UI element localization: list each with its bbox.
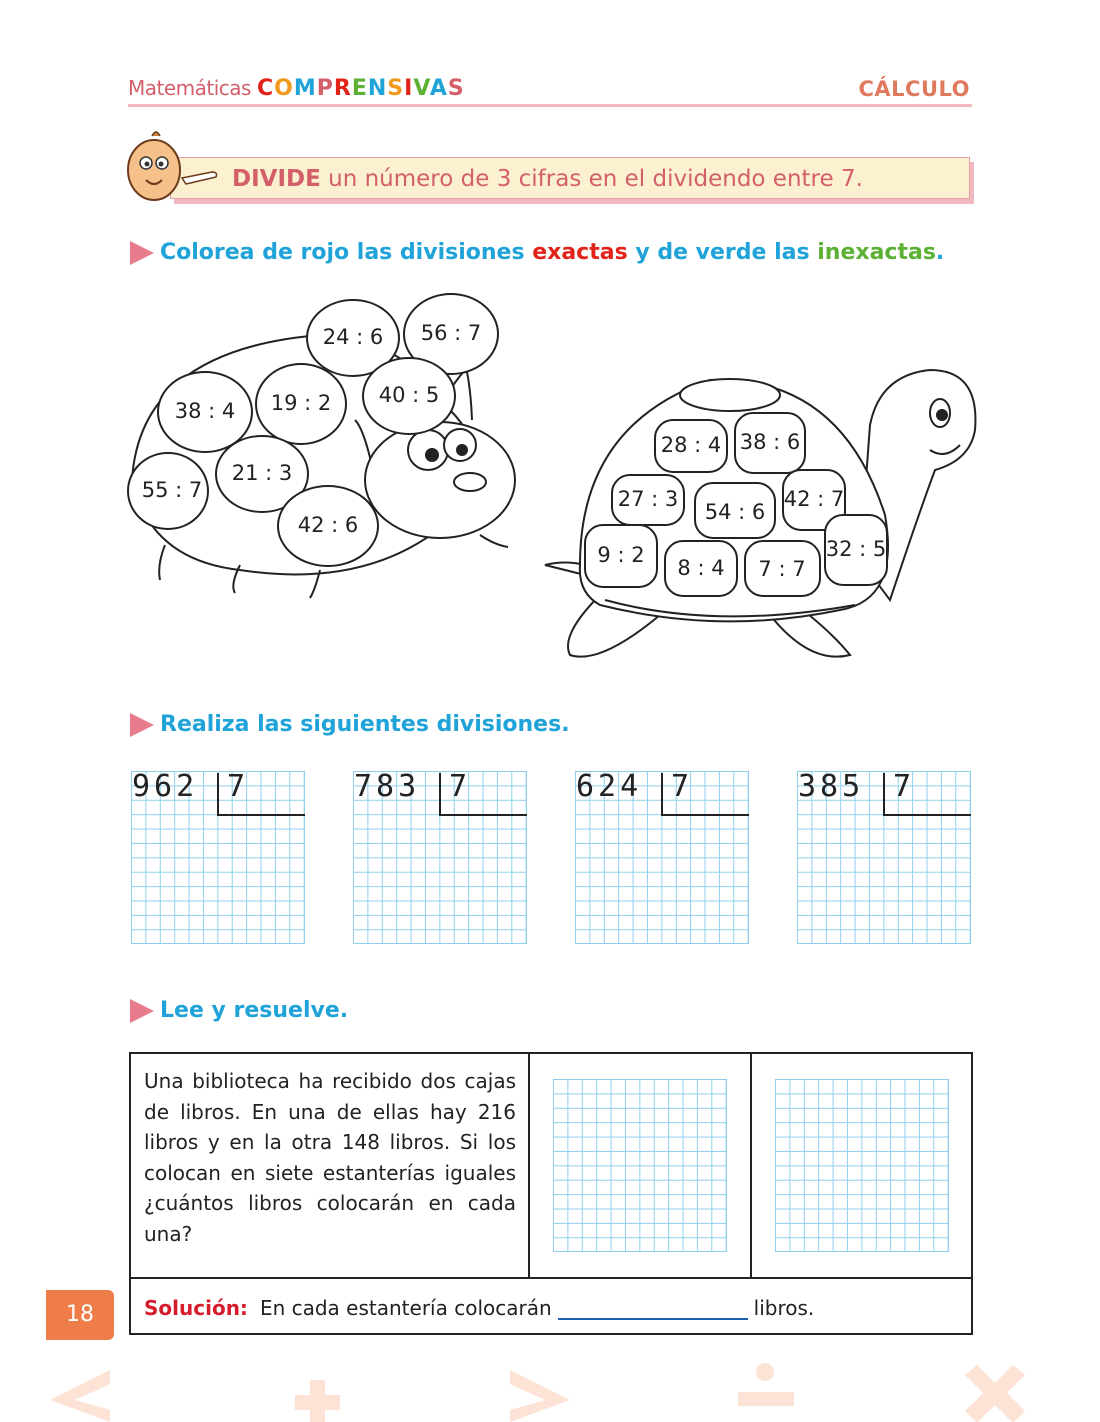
turtle-division: 7 : 7 xyxy=(758,557,806,581)
series-logo: COMPRENSIVAS xyxy=(256,76,465,101)
header-divider xyxy=(128,104,972,107)
divisor: 7 xyxy=(671,769,694,804)
dividend: 783 xyxy=(354,769,421,804)
turtle-illustration xyxy=(540,365,985,665)
section1-arrow-icon xyxy=(130,241,154,265)
ladybug-division: 42 : 6 xyxy=(297,513,359,537)
instruction-text xyxy=(232,166,863,192)
solution-label: Solución: xyxy=(144,1296,248,1320)
turtle-division: 54 : 6 xyxy=(704,500,766,524)
work-grid[interactable] xyxy=(553,1079,727,1252)
turtle-division: 8 : 4 xyxy=(677,556,725,580)
divide-icon xyxy=(738,1363,794,1406)
answer-blank[interactable] xyxy=(558,1300,748,1320)
section1-text-a: Colorea de rojo las divisiones xyxy=(160,240,533,265)
section2-arrow-icon xyxy=(130,713,154,737)
turtle-division: 42 : 7 xyxy=(783,487,845,511)
section1-text-b: y de verde las xyxy=(627,240,818,265)
section3-title: Lee y resuelve. xyxy=(160,998,349,1023)
ladybug-division: 19 : 2 xyxy=(270,391,332,415)
ladybug-division: 24 : 6 xyxy=(322,325,384,349)
work-grid[interactable] xyxy=(775,1079,949,1252)
section1-text-c: . xyxy=(935,240,945,265)
instruction-rest: un número de 3 cifras en el dividendo entre 7. xyxy=(320,166,863,192)
word-exactas: exactas xyxy=(532,240,628,265)
mascot-icon xyxy=(124,128,234,208)
series-title xyxy=(128,76,465,101)
dividend: 385 xyxy=(798,769,865,804)
solution-unit: libros. xyxy=(753,1296,815,1320)
times-icon xyxy=(965,1365,1025,1422)
ladybug-division: 21 : 3 xyxy=(231,461,293,485)
turtle-division: 9 : 2 xyxy=(597,543,645,567)
section3-arrow-icon xyxy=(130,999,154,1023)
page-number: 18 xyxy=(46,1290,114,1340)
ladybug-division: 38 : 4 xyxy=(174,399,236,423)
solution-text: En cada estantería colocarán xyxy=(259,1296,552,1320)
turtle-division: 32 : 5 xyxy=(825,537,887,561)
instruction-bold: DIVIDE xyxy=(232,166,321,192)
turtle-division: 38 : 6 xyxy=(739,430,801,454)
ladybug-division: 55 : 7 xyxy=(141,478,203,502)
divisor: 7 xyxy=(449,769,472,804)
table-divider xyxy=(750,1052,752,1278)
problem-statement: Una biblioteca ha recibido dos cajas de libros. En una de ellas hay 216 libros y en la otra 148 libros. Si los colocan en siete estanterías iguales ¿cuántos libros colocarán en cada una? xyxy=(144,1069,516,1246)
solution-line xyxy=(144,1296,814,1320)
dividend: 624 xyxy=(576,769,643,804)
turtle-division: 28 : 4 xyxy=(660,433,722,457)
greater-than-icon xyxy=(510,1370,570,1422)
section2-title: Realiza las siguientes divisiones. xyxy=(160,712,570,737)
turtle-division: 27 : 3 xyxy=(617,487,679,511)
section1-title xyxy=(160,240,944,265)
plus-icon xyxy=(295,1380,340,1422)
ladybug-illustration xyxy=(120,290,530,610)
section-label: CÁLCULO xyxy=(858,77,970,101)
ladybug-division: 56 : 7 xyxy=(420,321,482,345)
table-divider xyxy=(528,1052,530,1278)
ladybug-division: 40 : 5 xyxy=(378,383,440,407)
table-divider xyxy=(129,1277,973,1279)
series-prefix: Matemáticas xyxy=(128,76,251,100)
word-inexactas: inexactas xyxy=(817,240,936,265)
dividend: 962 xyxy=(132,769,199,804)
decorative-math-symbols xyxy=(0,1360,1100,1422)
divisor: 7 xyxy=(227,769,250,804)
divisor: 7 xyxy=(893,769,916,804)
less-than-icon xyxy=(50,1370,110,1422)
